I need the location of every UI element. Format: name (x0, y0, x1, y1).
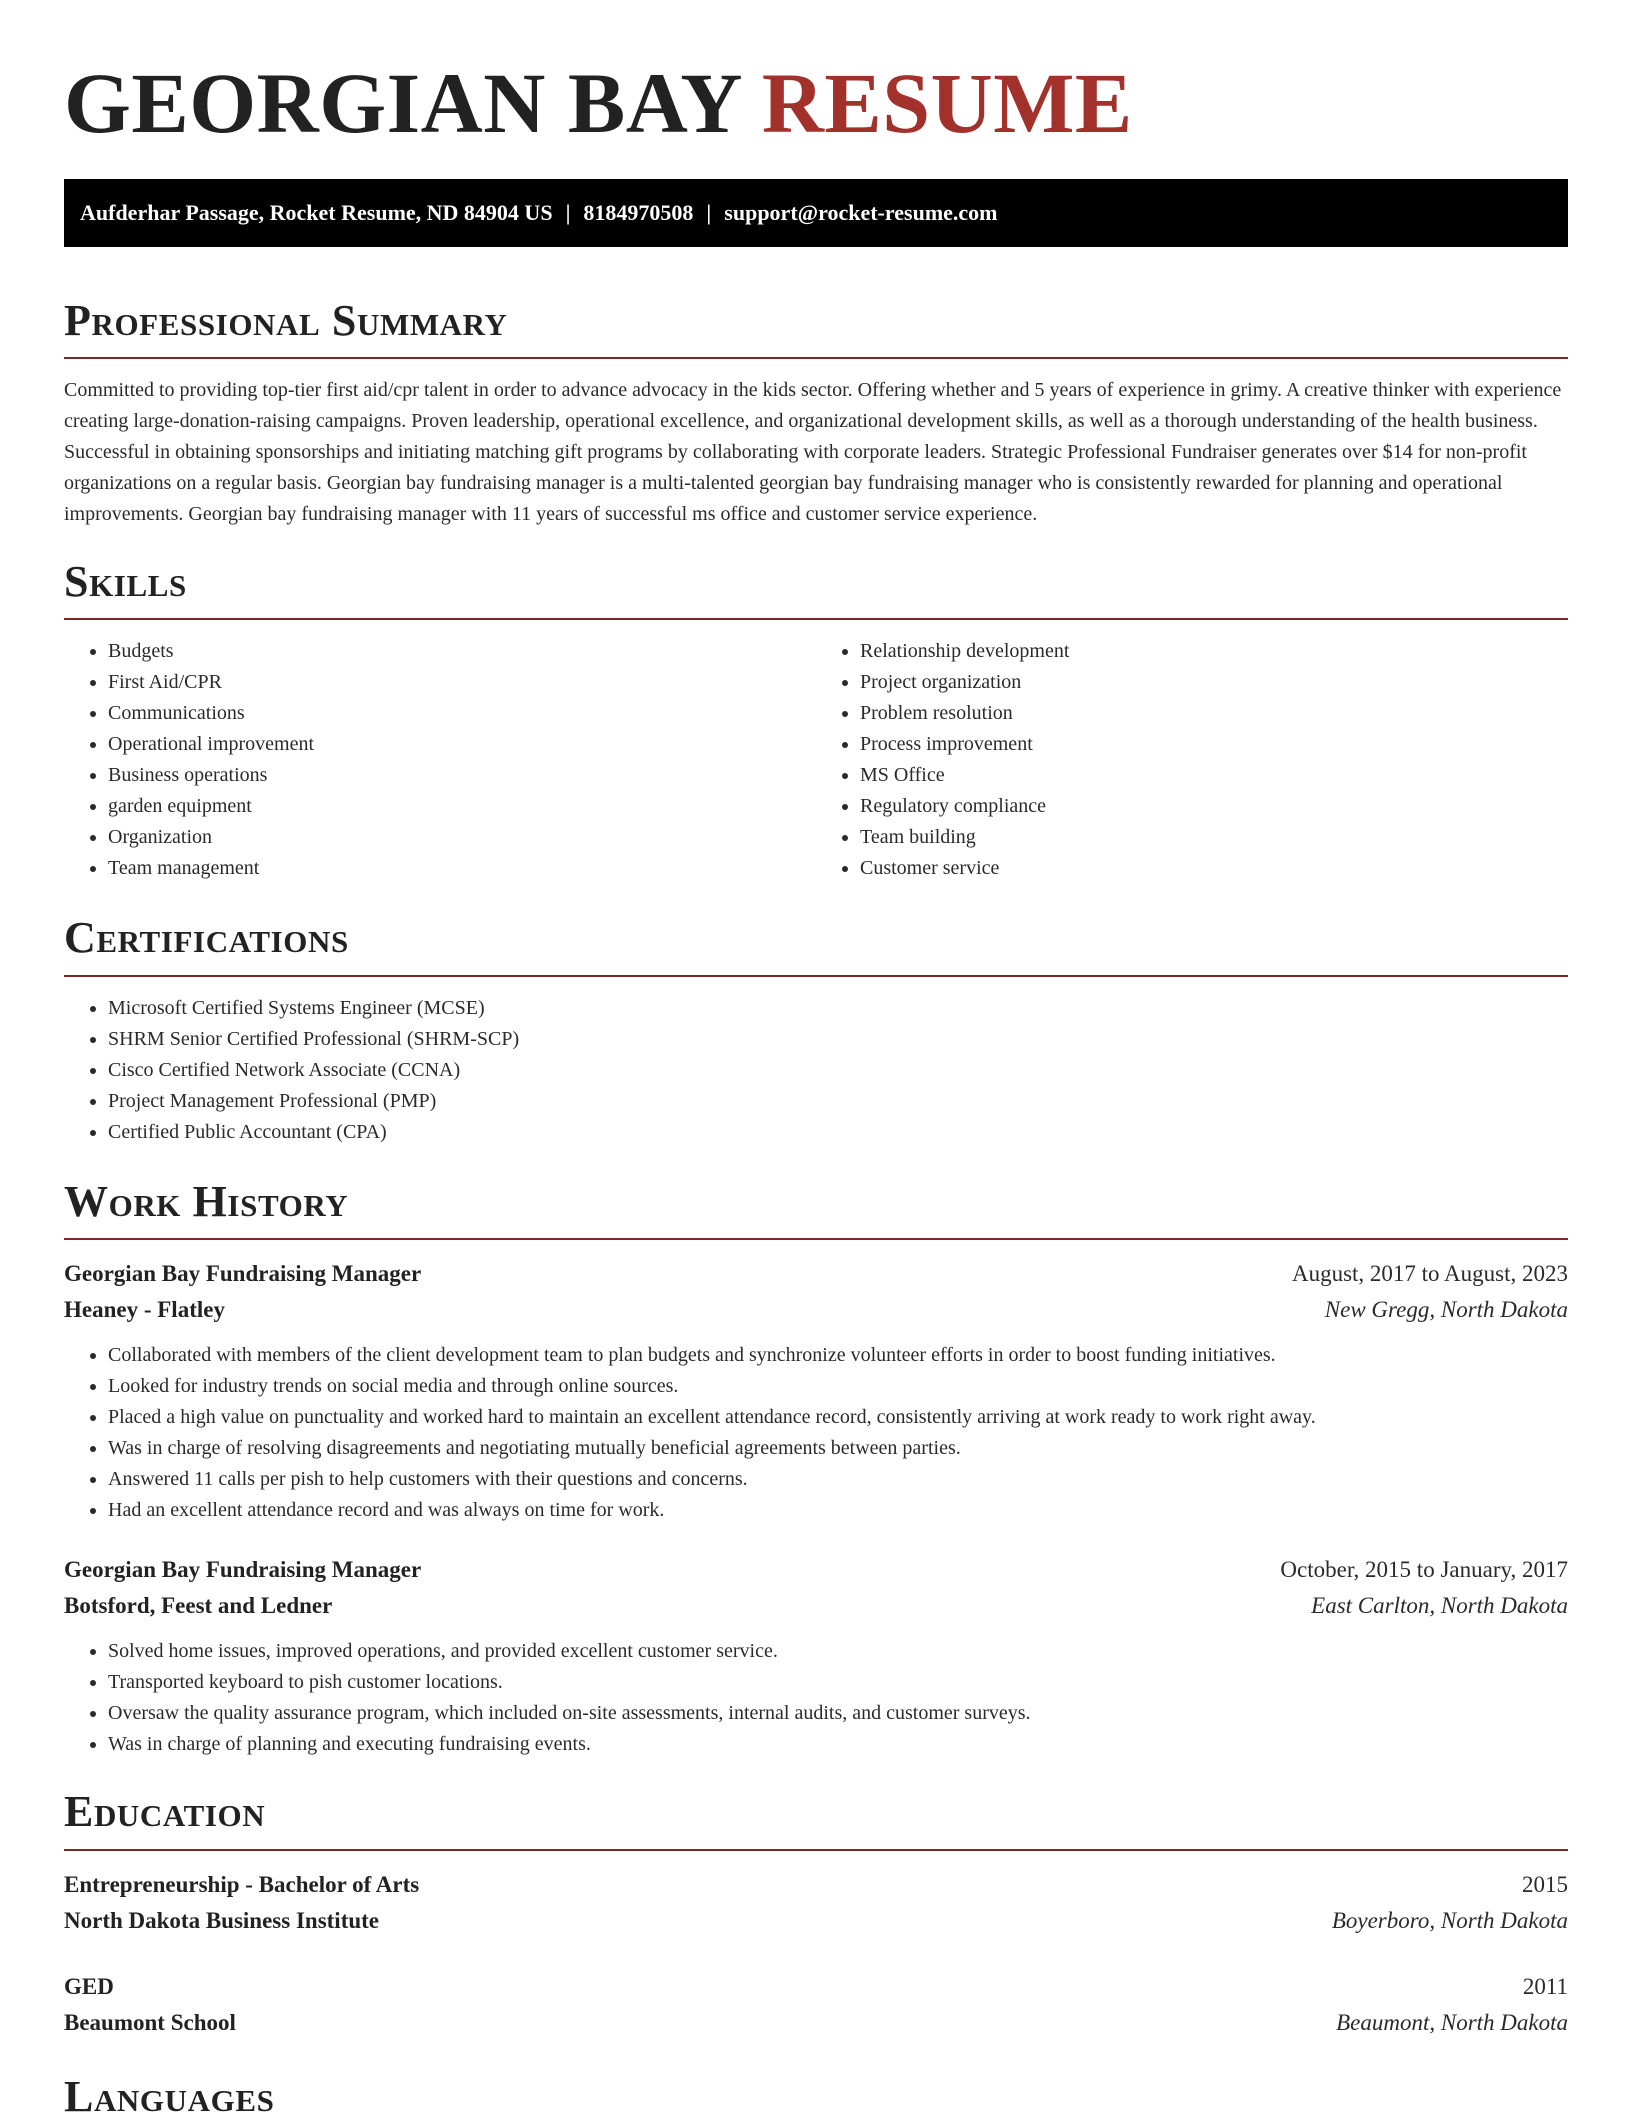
contact-bar (64, 179, 1568, 247)
education-location: Beaumont, North Dakota (1336, 2009, 1568, 2035)
skills-columns (64, 620, 1568, 884)
job-location: East Carlton, North Dakota (1311, 1593, 1568, 1619)
job-entry (64, 1552, 1568, 1760)
education-school-row (64, 1903, 1568, 1939)
contact-separator: | (565, 199, 571, 225)
work-history-section (64, 1178, 1568, 1760)
job-location: New Gregg, North Dakota (1324, 1297, 1568, 1323)
contact-separator: | (706, 199, 712, 225)
certification-item: • Cisco Certified Network Associate (CCNA) (108, 1055, 1568, 1086)
education-header-row (64, 1969, 1568, 2005)
certification-item: • Project Management Professional (PMP) (108, 1086, 1568, 1117)
job-company: Botsford, Feest and Ledner (64, 1593, 333, 1619)
job-bullet: • Looked for industry trends on social media and through online sources. (108, 1371, 1568, 1402)
certifications-section (64, 914, 1568, 1147)
skill-item: • garden equipment (108, 791, 816, 822)
education-entry (64, 1969, 1568, 2041)
skill-item: • Organization (108, 822, 816, 853)
skills-list-right (816, 636, 1568, 884)
contact-phone: 8184970508 (583, 199, 694, 225)
summary-section (64, 297, 1568, 530)
job-company: Heaney - Flatley (64, 1297, 225, 1323)
job-bullet: • Oversaw the quality assurance program, which included on-site assessments, internal audits, and customer surveys. (108, 1698, 1568, 1729)
skill-item: • Project organization (860, 667, 1568, 698)
skill-item: • Budgets (108, 636, 816, 667)
job-bullets (64, 1340, 1568, 1526)
job-bullet: • Was in charge of resolving disagreements and negotiating mutually beneficial agreements between parties. (108, 1433, 1568, 1464)
skill-item: • Process improvement (860, 729, 1568, 760)
education-header-row (64, 1867, 1568, 1903)
skill-item: • Relationship development (860, 636, 1568, 667)
skill-item: • Customer service (860, 853, 1568, 884)
section-title-work-history: Work History (64, 1176, 349, 1226)
education-location: Boyerboro, North Dakota (1331, 1907, 1568, 1933)
job-header-row (64, 1552, 1568, 1588)
job-header-row (64, 1256, 1568, 1292)
job-bullet: • Transported keyboard to pish customer locations. (108, 1667, 1568, 1698)
job-bullets (64, 1636, 1568, 1760)
job-bullet: • Was in charge of planning and executing fundraising events. (108, 1729, 1568, 1760)
section-title-certifications: Certifications (64, 913, 349, 963)
section-title-education: Education (64, 1787, 266, 1837)
job-bullet: • Placed a high value on punctuality and worked hard to maintain an excellent attendance record, consistently arriving at work ready to work right away. (108, 1402, 1568, 1433)
skill-item: • Communications (108, 698, 816, 729)
job-company-row (64, 1588, 1568, 1624)
contact-address: Aufderhar Passage, Rocket Resume, ND 84904 US (80, 199, 553, 225)
job-bullet: • Had an excellent attendance record and was always on time for work. (108, 1495, 1568, 1526)
summary-text: Committed to providing top-tier first aid/cpr talent in order to advance advocacy in the kids sector. Offering whether and 5 years of experience in grimy. A creative thinker with experience creating large-donation-raising campaigns. Proven leadership, operational excellence, and organizational development skills, as well as a thorough understanding of the health business. Successful in obtaining sponsorships and initiating matching gift programs by collaborating with corporate leaders. Strategic Professional Fundraiser generates over $14 for non-profit organizations on a regular basis. Georgian bay fundraising manager is a multi-talented georgian bay fundraising manager who is consistently rewarded for planning and operational improvements. Georgian bay fundraising manager with 11 years of successful ms office and customer service experience. (64, 378, 1562, 525)
section-divider (64, 1849, 1568, 1851)
skill-item: • Regulatory compliance (860, 791, 1568, 822)
certification-item: • Microsoft Certified Systems Engineer (MCSE) (108, 993, 1568, 1024)
education-year: 2015 (1522, 1871, 1568, 1897)
education-school: North Dakota Business Institute (64, 1907, 380, 1933)
job-dates: October, 2015 to January, 2017 (1280, 1557, 1568, 1583)
education-school: Beaumont School (64, 2009, 236, 2035)
skill-item: • Operational improvement (108, 729, 816, 760)
job-company-row (64, 1292, 1568, 1328)
job-dates: August, 2017 to August, 2023 (1291, 1261, 1568, 1287)
certifications-list (64, 993, 1568, 1148)
title-main: GEORGIAN BAY (64, 55, 740, 151)
section-divider (64, 1238, 1568, 1240)
education-degree: GED (64, 1973, 114, 1999)
title-accent: RESUME (761, 55, 1133, 151)
section-divider (64, 357, 1568, 359)
education-degree: Entrepreneurship - Bachelor of Arts (64, 1871, 420, 1897)
skill-item: • Problem resolution (860, 698, 1568, 729)
job-bullet: • Answered 11 calls per pish to help customers with their questions and concerns. (108, 1464, 1568, 1495)
contact-email: support@rocket-resume.com (724, 199, 998, 225)
job-bullet: • Collaborated with members of the client development team to plan budgets and synchronize volunteer efforts in order to boost funding initiatives. (108, 1340, 1568, 1371)
job-bullet: • Solved home issues, improved operations, and provided excellent customer service. (108, 1636, 1568, 1667)
skill-item: • Team building (860, 822, 1568, 853)
education-school-row (64, 2005, 1568, 2041)
section-title-languages: Languages (64, 2071, 275, 2121)
skills-section (64, 558, 1568, 884)
education-section (64, 1788, 1568, 2040)
job-title: Georgian Bay Fundraising Manager (64, 1557, 422, 1583)
section-divider (64, 975, 1568, 977)
languages-section (64, 2073, 1568, 2121)
job-entry (64, 1256, 1568, 1526)
certification-item: • Certified Public Accountant (CPA) (108, 1117, 1568, 1148)
certification-item: • SHRM Senior Certified Professional (SHRM-SCP) (108, 1024, 1568, 1055)
education-year: 2011 (1522, 1973, 1568, 1999)
skill-item: • Business operations (108, 760, 816, 791)
section-title-skills: Skills (64, 556, 187, 606)
resume-title (64, 0, 1568, 151)
skills-list-left (64, 636, 816, 884)
job-title: Georgian Bay Fundraising Manager (64, 1261, 422, 1287)
education-entry (64, 1867, 1568, 1939)
section-title-summary: Professional Summary (64, 295, 508, 345)
skill-item: • MS Office (860, 760, 1568, 791)
skill-item: • First Aid/CPR (108, 667, 816, 698)
skill-item: • Team management (108, 853, 816, 884)
